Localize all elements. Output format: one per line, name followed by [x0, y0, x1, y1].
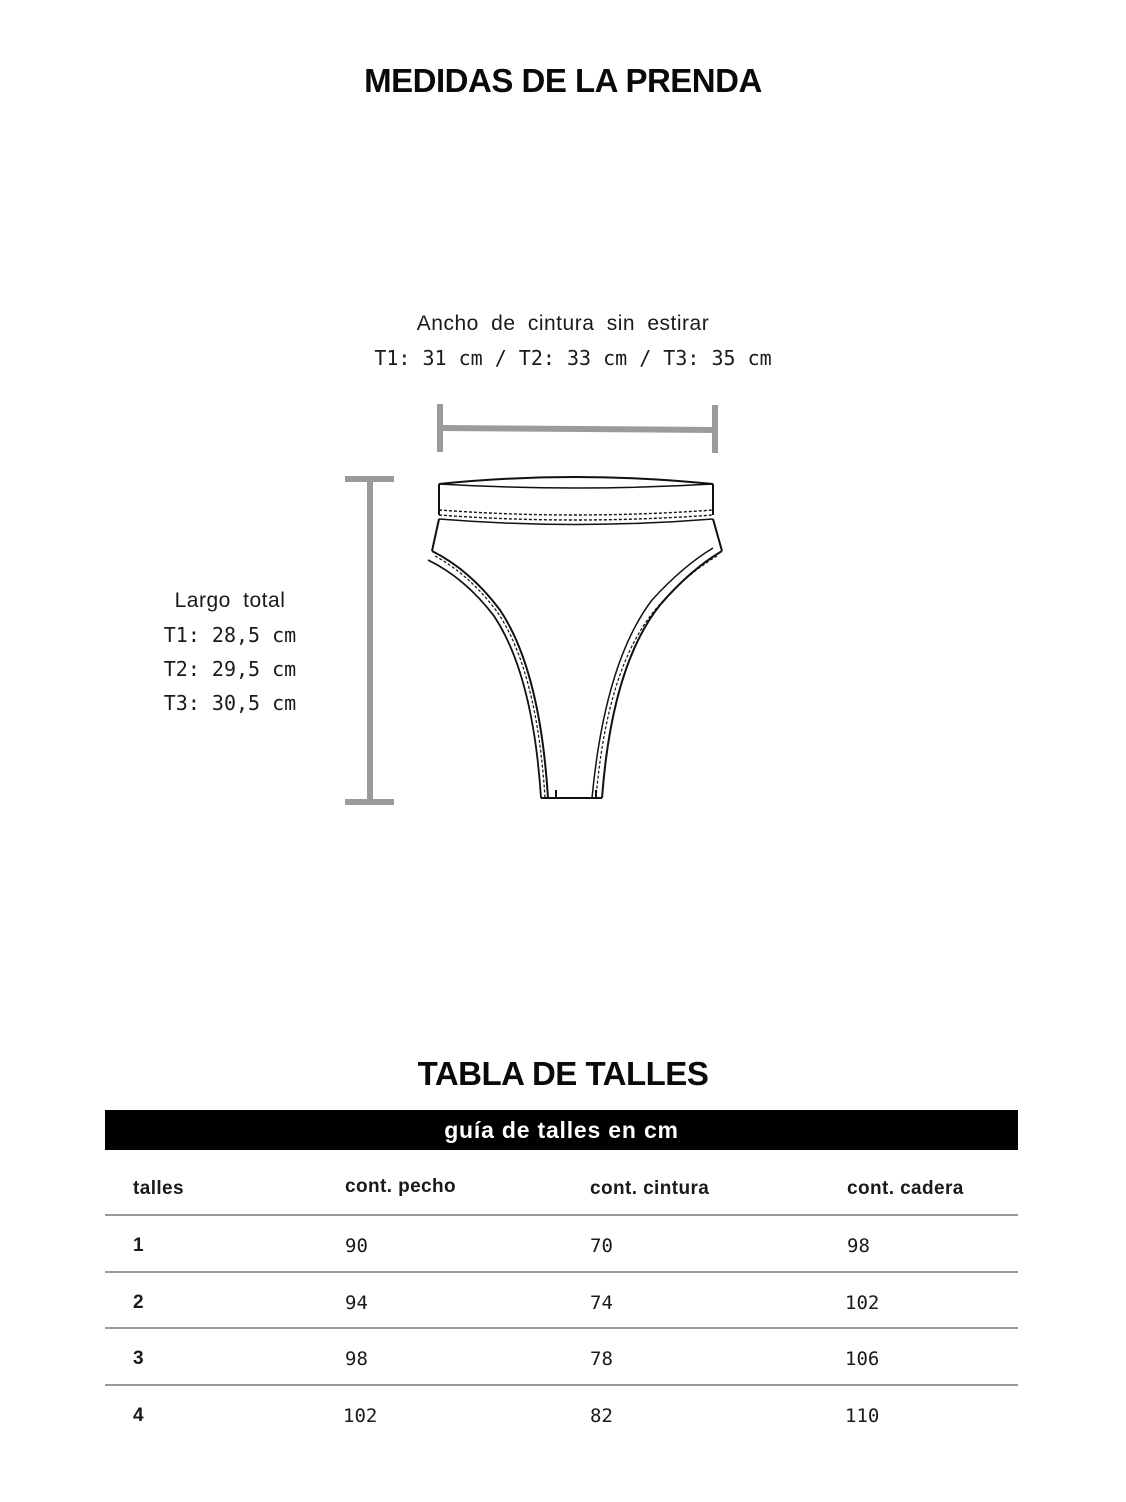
header-cadera: cont. cadera	[847, 1178, 964, 1199]
cell-talle: 1	[133, 1235, 144, 1256]
length-t3: T3: 30,5 cm	[163, 691, 297, 715]
header-talles: talles	[133, 1178, 184, 1199]
row-divider	[105, 1327, 1018, 1329]
length-t2: T2: 29,5 cm	[163, 657, 297, 681]
cell-pecho: 98	[345, 1348, 368, 1370]
cell-cintura: 70	[590, 1235, 613, 1257]
cell-cadera: 102	[845, 1292, 880, 1314]
cell-pecho: 102	[343, 1405, 378, 1427]
cell-cadera: 98	[847, 1235, 870, 1257]
cell-cintura: 82	[590, 1405, 613, 1427]
cell-talle: 3	[133, 1348, 144, 1369]
waist-label: Ancho de cintura sin estirar	[416, 312, 710, 335]
cell-cadera: 106	[845, 1348, 880, 1370]
cell-cadera: 110	[845, 1405, 880, 1427]
briefs-drawing	[428, 477, 722, 798]
waist-values: T1: 31 cm / T2: 33 cm / T3: 35 cm	[374, 346, 772, 370]
cell-cintura: 74	[590, 1292, 613, 1314]
header-pecho: cont. pecho	[345, 1176, 457, 1197]
section-title-measures: MEDIDAS DE LA PRENDA	[364, 62, 762, 99]
cell-cintura: 78	[590, 1348, 613, 1370]
cell-talle: 4	[133, 1405, 144, 1426]
length-t1: T1: 28,5 cm	[163, 623, 297, 647]
row-divider	[105, 1214, 1018, 1216]
row-divider	[105, 1384, 1018, 1386]
table-subtitle-band: guía de talles en cm	[105, 1110, 1018, 1150]
length-label: Largo total	[174, 589, 286, 612]
cell-pecho: 90	[345, 1235, 368, 1257]
waist-measure-bar	[440, 404, 715, 453]
row-divider	[105, 1271, 1018, 1273]
cell-talle: 2	[133, 1292, 144, 1313]
cell-pecho: 94	[345, 1292, 368, 1314]
section-title-sizes: TABLA DE TALLES	[417, 1055, 709, 1092]
length-measure-bar	[345, 479, 394, 802]
header-cintura: cont. cintura	[590, 1178, 710, 1199]
